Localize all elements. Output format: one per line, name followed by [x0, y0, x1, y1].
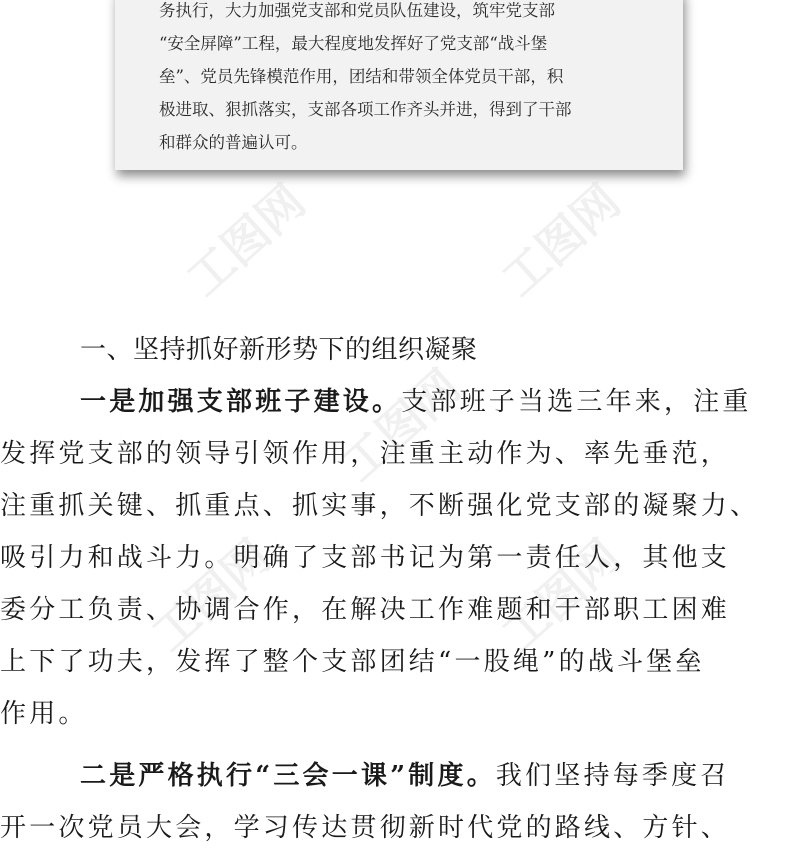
paragraph-line: 开一次党员大会，学习传达贯彻新时代党的路线、方针、 — [0, 813, 731, 843]
paragraph-first-line — [80, 750, 780, 802]
paragraph-lead: 一是加强支部班子建设。 — [80, 387, 402, 417]
summary-line: 务执行，大力加强党支部和党员队伍建设，筑牢党支部 — [159, 1, 555, 20]
watermark: 工图网 — [141, 528, 281, 662]
summary-line: 极进取、狠抓落实，支部各项工作齐头并进，得到了干部 — [159, 100, 572, 119]
paragraph-line: 委分工负责、协调合作，在解决工作难题和干部职工困难 — [0, 595, 731, 625]
section-heading: 一、坚持抓好新形势下的组织凝聚 — [80, 335, 478, 365]
paragraph-text: 我们坚持每季度召 — [495, 761, 730, 791]
paragraph-line: 注重抓关键、抓重点、抓实事，不断强化党支部的凝聚力、 — [0, 491, 760, 521]
paragraph-line: 吸引力和战斗力。明确了支部书记为第一责任人，其他支 — [0, 543, 731, 573]
paragraph-text: 支部班子当选三年来，注重 — [401, 387, 752, 417]
watermark: 工图网 — [491, 528, 631, 662]
summary-line: 垒”、党员先锋模范作用，团结和带领全体党员干部，积 — [159, 67, 564, 86]
paragraph-lead: 二是严格执行“三会一课”制度。 — [80, 761, 496, 791]
paragraph-first-line — [80, 376, 780, 428]
summary-card — [115, 0, 683, 170]
summary-line: “安全屏障”工程，最大程度地发挥好了党支部“战斗堡 — [159, 34, 548, 53]
paragraph-line: 上下了功夫，发挥了整个支部团结“一股绳”的战斗堡垒 — [0, 647, 705, 677]
document-body — [0, 324, 780, 854]
summary-line: 和群众的普遍认可。 — [159, 133, 308, 152]
watermark: 工图网 — [331, 358, 471, 492]
paragraph-line: 发挥党支部的领导引领作用，注重主动作为、率先垂范， — [0, 439, 731, 469]
paragraph-line: 作用。 — [0, 699, 88, 729]
watermark: 工图网 — [491, 173, 631, 307]
watermark: 工图网 — [176, 173, 316, 307]
